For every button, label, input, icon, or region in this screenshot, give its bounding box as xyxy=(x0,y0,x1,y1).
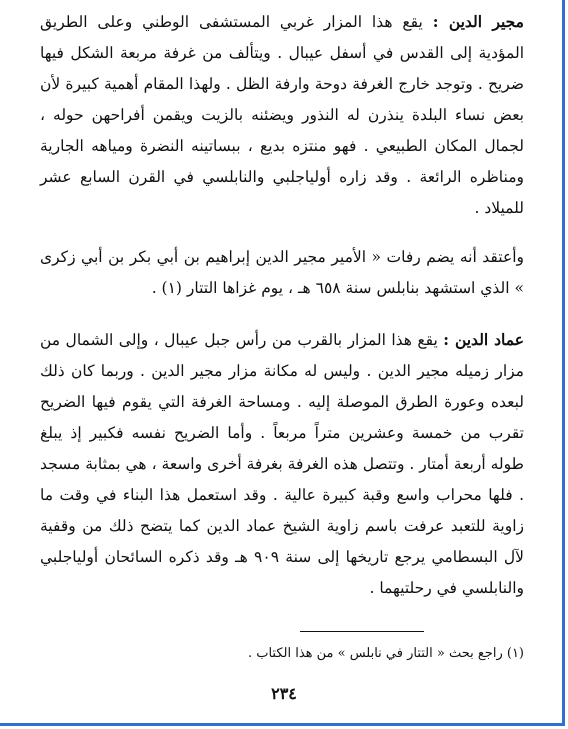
paragraph-mujir-al-din xyxy=(40,6,524,224)
paragraph-text: يقع هذا المزار غربي المستشفى الوطني وعلى الطريق المؤدية إلى القدس في أسفل عيبال . ويتألف من غرفة مربعة الشكل فيها ضريح . وتوجد خارج الغرفة دوحة وارفة الظل . ولهذا المقام أهمية كبيرة لأن بعض نساء البلدة ينذرن له النذور ويضئنه بالزيت ويقمن أفراحهن حوله ، لجمال المكان الطبيعي . فهو منتزه بديع ، ببساتينه النضرة ومياهه الجارية ومناظره الرائعة . وقد زاره أولياجلبي والنابلسي في القرن السابع عشر للميلاد . xyxy=(40,13,524,217)
footnote: (١) راجع بحث « التتار في نابلس » من هذا الكتاب . xyxy=(247,646,524,661)
paragraph-text: وأعتقد أنه يضم رفات « الأمير مجير الدين إبراهيم بن أبي بكر بن أبي زكرى » الذي استشهد بنابلس سنة ٦٥٨ هـ ، يوم غزاها التتار (١) . xyxy=(40,248,524,297)
heading-imad-al-din: عماد الدين : xyxy=(443,330,524,349)
page-number: ٢٣٤ xyxy=(271,684,297,703)
paragraph-text: يقع هذا المزار بالقرب من رأس جبل عيبال ، وإلى الشمال من مزار زميله مجير الدين . وليس له مكانة مزار مجير الدين . وربما كان ذلك لبعده وعورة الطرق الموصلة إليه . ومساحة الغرفة التي يقوم فيها الضريح تقرب من خمسة وعشرين متراً مربعاً . وأما الضريح نفسه فكبير إذ يبلغ طوله أربعة أمتار . وتتصل هذه الغرفة بغرفة أخرى واسعة ، هي بمثابة مسجد . فلها محراب واسع وقبة كبيرة عالية . وقد استعمل هذا البناء في وقت ما زاوية للتعبد عرفت باسم زاوية الشيخ عماد الدين كما يتضح ذلك من وقفية لآل البسطامي يرجع تاريخها إلى سنة ٩٠٩ هـ وقد ذكره السائحان أولياجلبي والنابلسي في رحلتيهما . xyxy=(40,331,524,597)
paragraph-imad-al-din xyxy=(40,324,524,604)
footnote-divider xyxy=(300,631,424,632)
heading-mujir-al-din: مجير الدين : xyxy=(432,12,524,31)
paragraph-remains xyxy=(40,242,524,304)
